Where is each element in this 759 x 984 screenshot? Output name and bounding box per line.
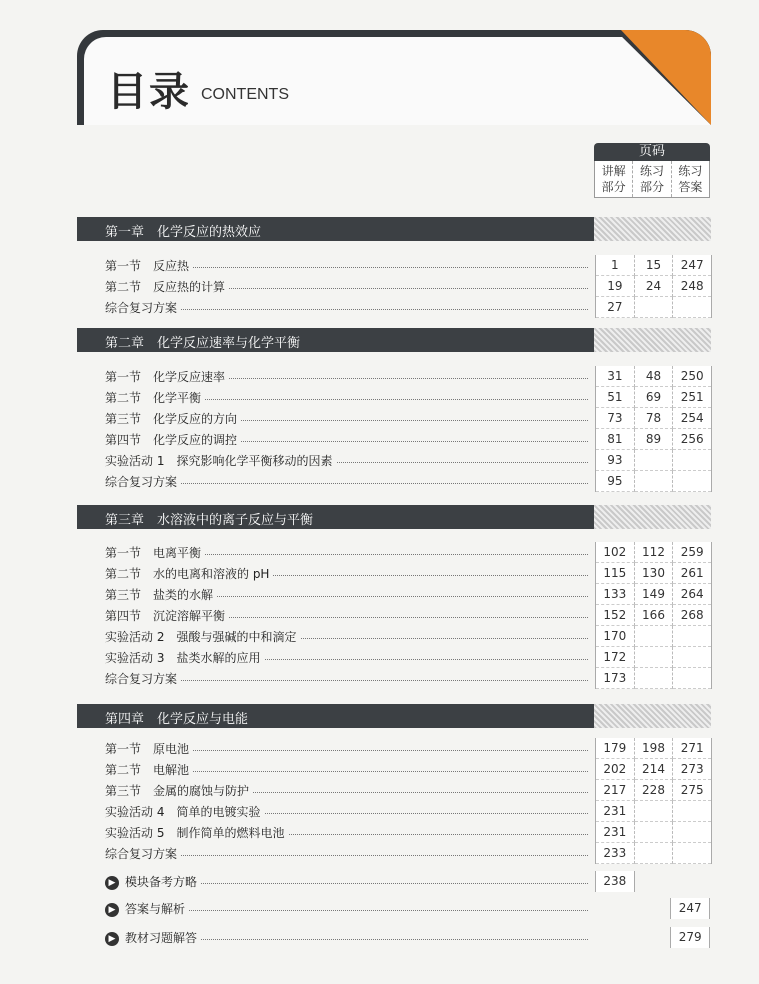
page-number — [633, 927, 671, 948]
page-number: 130 — [635, 563, 674, 584]
page-subtitle: CONTENTS — [201, 86, 289, 103]
page-number-cells — [595, 408, 712, 429]
chapter-heading[interactable] — [77, 505, 711, 529]
page-number: 69 — [635, 387, 674, 408]
page-number: 73 — [596, 408, 635, 429]
toc-item[interactable] — [105, 801, 710, 822]
extra-item-label: 教材习题解答 — [125, 931, 198, 945]
page-number-cells — [595, 387, 712, 408]
page-number-cells — [595, 471, 712, 492]
toc-item-name: 第二节 水的电离和溶液的 pH — [105, 565, 273, 582]
page-number: 217 — [596, 780, 635, 801]
page-number-cells — [595, 843, 712, 864]
toc-item[interactable] — [105, 387, 710, 408]
page-number-cells — [595, 450, 712, 471]
toc-item[interactable] — [105, 822, 710, 843]
page-number-cells — [595, 276, 712, 297]
page-number: 93 — [596, 450, 635, 471]
page-number — [673, 626, 711, 647]
toc-item-name: 第二节 反应热的计算 — [105, 278, 229, 295]
col-explain: 讲解 部分 — [595, 161, 633, 197]
toc-item-name: 综合复习方案 — [105, 299, 181, 316]
toc-item-name: 综合复习方案 — [105, 473, 181, 490]
chapter-stripe — [594, 217, 711, 241]
page-number: 102 — [596, 542, 635, 563]
toc-item[interactable] — [105, 297, 710, 318]
page-number: 198 — [635, 738, 674, 759]
page-number — [673, 647, 711, 668]
chapter-title: 第三章 水溶液中的离子反应与平衡 — [105, 513, 314, 528]
arrow-bullet-icon: ▶ — [105, 903, 119, 917]
toc-item-name: 实验活动 4 简单的电镀实验 — [105, 803, 264, 820]
toc-item-name: 第三节 化学反应的方向 — [105, 410, 241, 427]
page-number: 51 — [596, 387, 635, 408]
page-number-cells — [595, 759, 712, 780]
toc-item[interactable] — [105, 647, 710, 668]
page-number: 271 — [673, 738, 711, 759]
page-number: 24 — [635, 276, 674, 297]
toc-item[interactable] — [105, 450, 710, 471]
page-number-cells — [595, 429, 712, 450]
toc-item-name: 第一节 化学反应速率 — [105, 368, 229, 385]
page-number — [672, 871, 710, 892]
toc-item-name: 综合复习方案 — [105, 845, 181, 862]
toc-extra-item[interactable] — [105, 898, 710, 919]
chapter-heading[interactable] — [77, 217, 711, 241]
toc-item[interactable] — [105, 780, 710, 801]
page-number: 95 — [596, 471, 635, 492]
toc-item-name: 实验活动 2 强酸与强碱的中和滴定 — [105, 628, 300, 645]
page-number: 233 — [596, 843, 635, 864]
page-number: 231 — [596, 822, 635, 843]
toc-item-name — [105, 929, 201, 946]
toc-extra-item[interactable] — [105, 927, 710, 948]
chapter-title: 第二章 化学反应速率与化学平衡 — [105, 336, 301, 351]
chapter-stripe — [594, 704, 711, 728]
page-number-cells — [595, 366, 712, 387]
page-number: 1 — [596, 255, 635, 276]
toc-item[interactable] — [105, 563, 710, 584]
page-number: 202 — [596, 759, 635, 780]
page-number: 248 — [673, 276, 711, 297]
page-number — [673, 297, 711, 318]
page-number-cells — [595, 668, 712, 689]
page-number: 166 — [635, 605, 674, 626]
page-number: 27 — [596, 297, 635, 318]
page-number — [635, 871, 673, 892]
page-number: 19 — [596, 276, 635, 297]
page-number: 112 — [635, 542, 674, 563]
page-number: 172 — [596, 647, 635, 668]
page-number-columns — [594, 161, 710, 198]
toc-extra-item[interactable] — [105, 871, 710, 892]
toc-header — [77, 30, 711, 125]
page-number-cells — [595, 626, 712, 647]
page-number: 31 — [596, 366, 635, 387]
page-number: 81 — [596, 429, 635, 450]
toc-item[interactable] — [105, 584, 710, 605]
page-number — [673, 822, 711, 843]
chapter-title: 第四章 化学反应与电能 — [105, 712, 249, 727]
toc-item-name: 第一节 原电池 — [105, 740, 193, 757]
page-number — [635, 801, 674, 822]
page-number-title: 页码 — [594, 143, 710, 161]
toc-item-name: 第三节 盐类的水解 — [105, 586, 217, 603]
toc-item-name: 第一节 电离平衡 — [105, 544, 205, 561]
chapter-heading[interactable] — [77, 328, 711, 352]
page-number — [673, 471, 711, 492]
arrow-bullet-icon: ▶ — [105, 932, 119, 946]
page-number — [633, 898, 671, 919]
toc-item-name: 实验活动 3 盐类水解的应用 — [105, 649, 264, 666]
toc-item-name: 第三节 金属的腐蚀与防护 — [105, 782, 253, 799]
page-number — [673, 450, 711, 471]
page-number — [635, 471, 674, 492]
page-number: 173 — [596, 668, 635, 689]
page-number-cells — [595, 898, 710, 919]
page-number: 115 — [596, 563, 635, 584]
page-number — [635, 297, 674, 318]
page-number-cells — [595, 563, 712, 584]
col-answers: 练习 答案 — [678, 164, 703, 194]
page-number-cells — [595, 738, 712, 759]
page-number — [673, 843, 711, 864]
toc-item[interactable] — [105, 738, 710, 759]
page-number-cells — [595, 605, 712, 626]
page-number: 261 — [673, 563, 711, 584]
page-number: 259 — [673, 542, 711, 563]
toc-item-name — [105, 900, 189, 917]
page-number: 273 — [673, 759, 711, 780]
page-number — [635, 843, 674, 864]
toc-item-name: 综合复习方案 — [105, 670, 181, 687]
page-number: 251 — [673, 387, 711, 408]
toc-item-name: 第四节 化学反应的调控 — [105, 431, 241, 448]
toc-item[interactable] — [105, 276, 710, 297]
page-number: 179 — [596, 738, 635, 759]
page-title: 目录 — [107, 69, 191, 115]
toc-item-name — [105, 873, 201, 890]
page-number: 78 — [635, 408, 674, 429]
page-number: 15 — [635, 255, 674, 276]
toc-item[interactable] — [105, 429, 710, 450]
page-number: 279 — [670, 927, 710, 948]
toc-item-name: 第一节 反应热 — [105, 257, 193, 274]
chapter-stripe — [594, 505, 711, 529]
page-number: 247 — [670, 898, 710, 919]
page-number — [673, 801, 711, 822]
page-number-cells — [595, 255, 712, 276]
page-number: 275 — [673, 780, 711, 801]
page-number-cells — [595, 584, 712, 605]
page-number: 238 — [595, 871, 635, 892]
chapter-heading[interactable] — [77, 704, 711, 728]
toc-item[interactable] — [105, 408, 710, 429]
toc-item[interactable] — [105, 668, 710, 689]
toc-item-name: 第四节 沉淀溶解平衡 — [105, 607, 229, 624]
page-number: 268 — [673, 605, 711, 626]
page-number — [635, 647, 674, 668]
page-number — [635, 626, 674, 647]
page-number: 231 — [596, 801, 635, 822]
page-number: 133 — [596, 584, 635, 605]
toc-item[interactable] — [105, 759, 710, 780]
page-number: 214 — [635, 759, 674, 780]
toc-item[interactable] — [105, 843, 710, 864]
page-number-cells — [595, 822, 712, 843]
extra-item-label: 模块备考方略 — [125, 875, 198, 889]
page-number-header — [594, 143, 710, 198]
toc-item-name: 第二节 电解池 — [105, 761, 193, 778]
toc-item[interactable] — [105, 542, 710, 563]
toc-item[interactable] — [105, 366, 710, 387]
col-practice: 练习 部分 — [633, 161, 671, 197]
page-number: 250 — [673, 366, 711, 387]
page-number: 228 — [635, 780, 674, 801]
toc-item[interactable] — [105, 605, 710, 626]
page-number: 149 — [635, 584, 674, 605]
chapter-stripe — [594, 328, 711, 352]
page-number-cells — [595, 647, 712, 668]
page-number — [673, 668, 711, 689]
page-number-cells — [595, 927, 710, 948]
toc-item-name: 实验活动 1 探究影响化学平衡移动的因素 — [105, 452, 336, 469]
toc-item[interactable] — [105, 471, 710, 492]
page-number: 170 — [596, 626, 635, 647]
page-number: 256 — [673, 429, 711, 450]
page-number — [595, 927, 633, 948]
page-number: 48 — [635, 366, 674, 387]
page-number-cells — [595, 780, 712, 801]
page-number — [635, 450, 674, 471]
toc-item-name: 第二节 化学平衡 — [105, 389, 205, 406]
page-number: 264 — [673, 584, 711, 605]
page-number: 152 — [596, 605, 635, 626]
extra-item-label: 答案与解析 — [125, 902, 186, 916]
toc-item[interactable] — [105, 255, 710, 276]
chapter-title: 第一章 化学反应的热效应 — [105, 225, 262, 240]
page-number — [635, 822, 674, 843]
page-number-cells — [595, 542, 712, 563]
page-number-cells — [595, 871, 710, 892]
toc-item[interactable] — [105, 626, 710, 647]
page-number-cells — [595, 801, 712, 822]
page-number — [635, 668, 674, 689]
page-number: 247 — [673, 255, 711, 276]
page-number: 254 — [673, 408, 711, 429]
toc-item-name: 实验活动 5 制作简单的燃料电池 — [105, 824, 288, 841]
arrow-bullet-icon: ▶ — [105, 876, 119, 890]
page-number-cells — [595, 297, 712, 318]
page-number — [595, 898, 633, 919]
page-number: 89 — [635, 429, 674, 450]
